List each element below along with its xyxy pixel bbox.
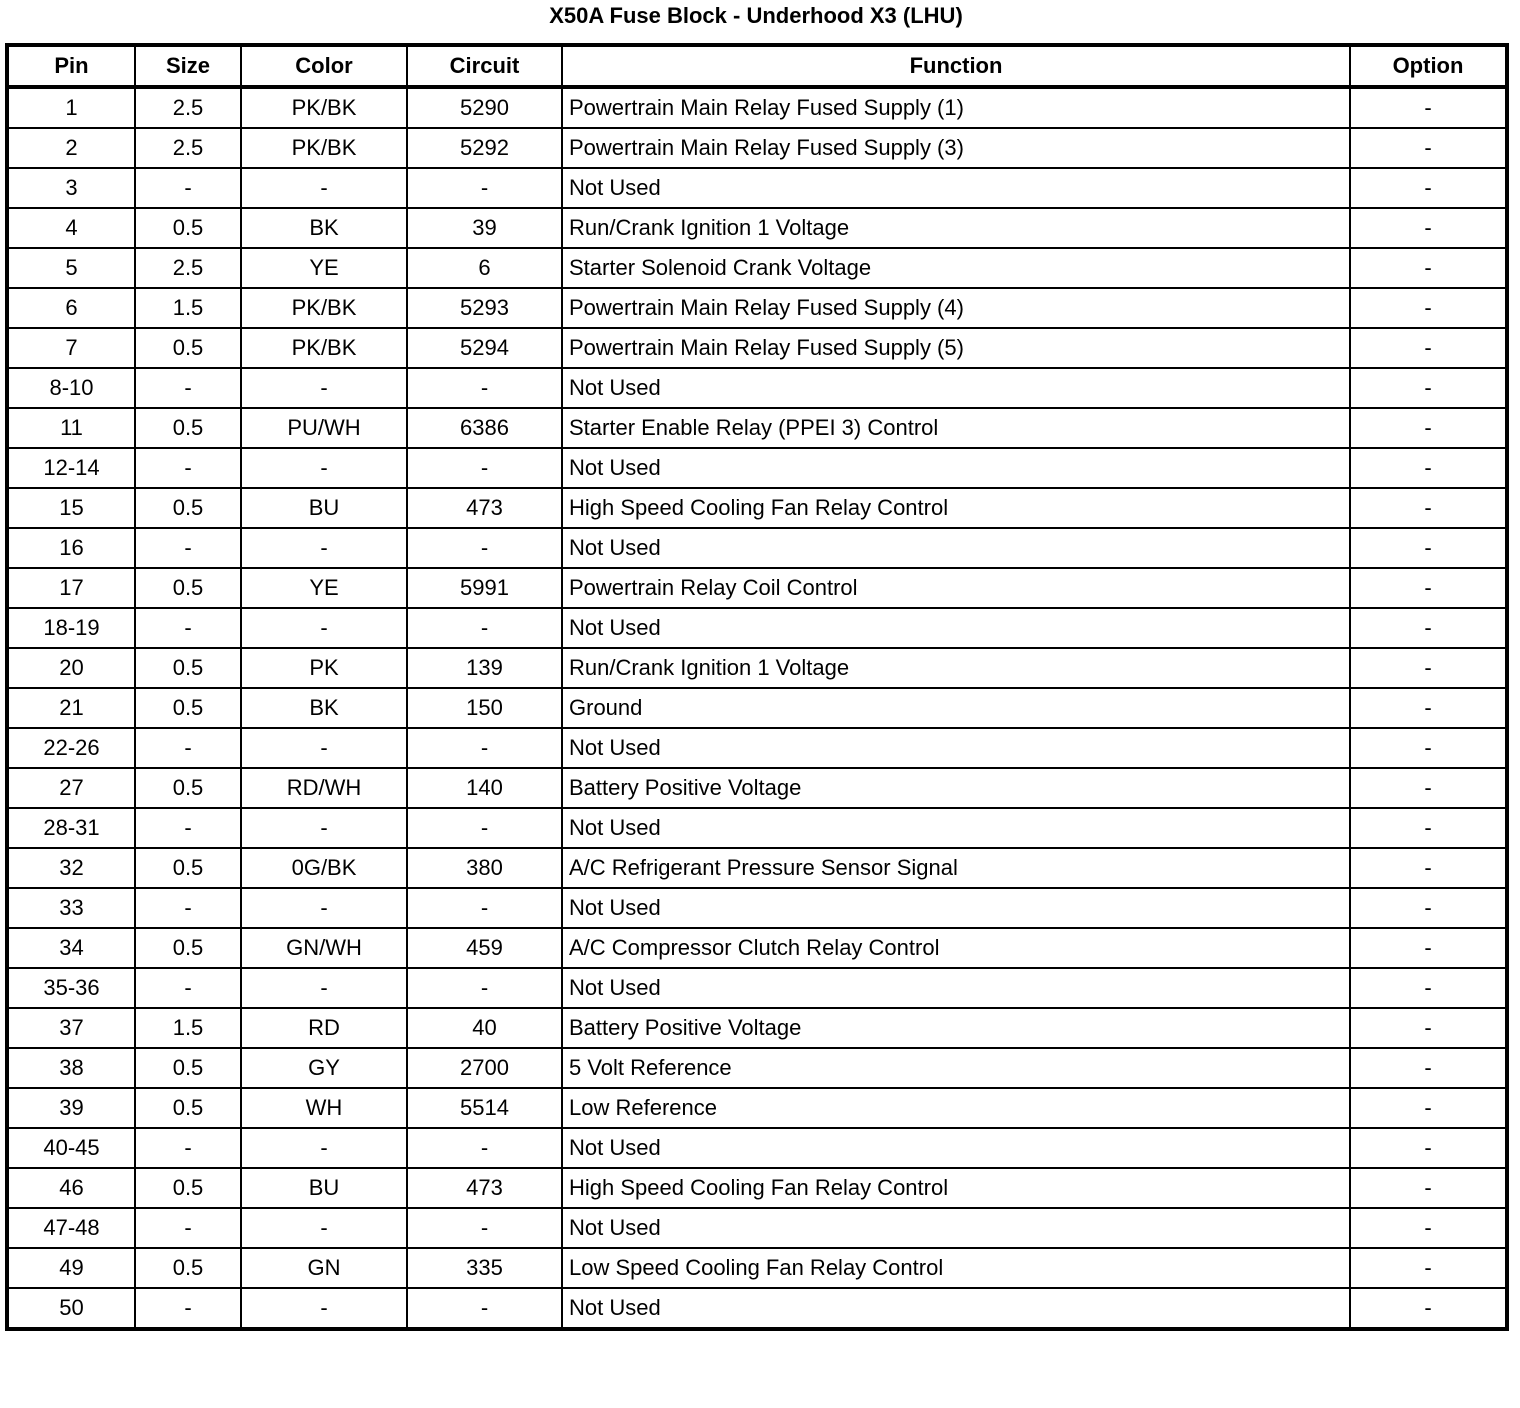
cell-size: - (135, 528, 241, 568)
cell-color: - (241, 808, 407, 848)
cell-color: BK (241, 208, 407, 248)
cell-color: GY (241, 1048, 407, 1088)
cell-pin: 18-19 (7, 608, 135, 648)
cell-pin: 46 (7, 1168, 135, 1208)
cell-pin: 2 (7, 128, 135, 168)
cell-size: - (135, 168, 241, 208)
cell-circuit: 5294 (407, 328, 562, 368)
cell-circuit: 473 (407, 488, 562, 528)
table-row (7, 1008, 1507, 1048)
cell-option: - (1350, 1128, 1507, 1168)
cell-circuit: 6386 (407, 408, 562, 448)
table-row (7, 1088, 1507, 1128)
cell-size: - (135, 1208, 241, 1248)
cell-size: 1.5 (135, 288, 241, 328)
cell-circuit: 40 (407, 1008, 562, 1048)
cell-function: Not Used (562, 728, 1350, 768)
cell-size: 0.5 (135, 848, 241, 888)
table-row (7, 848, 1507, 888)
table-row (7, 1248, 1507, 1288)
cell-color: - (241, 168, 407, 208)
table-row (7, 128, 1507, 168)
cell-function: Not Used (562, 888, 1350, 928)
cell-option: - (1350, 488, 1507, 528)
cell-size: 2.5 (135, 128, 241, 168)
cell-pin: 8-10 (7, 368, 135, 408)
cell-circuit: 139 (407, 648, 562, 688)
cell-option: - (1350, 1288, 1507, 1329)
cell-option: - (1350, 288, 1507, 328)
header-function: Function (562, 45, 1350, 87)
cell-circuit: 5292 (407, 128, 562, 168)
cell-color: BU (241, 488, 407, 528)
header-pin: Pin (7, 45, 135, 87)
cell-option: - (1350, 328, 1507, 368)
cell-pin: 3 (7, 168, 135, 208)
cell-circuit: - (407, 808, 562, 848)
cell-pin: 50 (7, 1288, 135, 1329)
cell-function: High Speed Cooling Fan Relay Control (562, 488, 1350, 528)
cell-pin: 6 (7, 288, 135, 328)
cell-pin: 38 (7, 1048, 135, 1088)
cell-size: 1.5 (135, 1008, 241, 1048)
cell-color: PK/BK (241, 87, 407, 128)
cell-size: 0.5 (135, 1248, 241, 1288)
cell-size: 0.5 (135, 1168, 241, 1208)
document-title: X50A Fuse Block - Underhood X3 (LHU) (549, 3, 963, 28)
cell-circuit: 5991 (407, 568, 562, 608)
cell-function: A/C Refrigerant Pressure Sensor Signal (562, 848, 1350, 888)
cell-option: - (1350, 928, 1507, 968)
cell-option: - (1350, 568, 1507, 608)
cell-option: - (1350, 848, 1507, 888)
cell-function: Not Used (562, 1128, 1350, 1168)
table-row (7, 768, 1507, 808)
table-row (7, 928, 1507, 968)
cell-color: RD (241, 1008, 407, 1048)
table-row (7, 888, 1507, 928)
cell-color: - (241, 728, 407, 768)
cell-circuit: 2700 (407, 1048, 562, 1088)
table-row (7, 448, 1507, 488)
cell-size: 0.5 (135, 568, 241, 608)
cell-size: - (135, 728, 241, 768)
cell-pin: 15 (7, 488, 135, 528)
cell-function: High Speed Cooling Fan Relay Control (562, 1168, 1350, 1208)
pin-table (5, 43, 1509, 1331)
table-row (7, 688, 1507, 728)
cell-function: A/C Compressor Clutch Relay Control (562, 928, 1350, 968)
cell-circuit: 5290 (407, 87, 562, 128)
table-row (7, 87, 1507, 128)
header-size: Size (135, 45, 241, 87)
table-row (7, 608, 1507, 648)
cell-color: PU/WH (241, 408, 407, 448)
header-circuit: Circuit (407, 45, 562, 87)
table-row (7, 528, 1507, 568)
cell-pin: 17 (7, 568, 135, 608)
cell-circuit: - (407, 1288, 562, 1329)
cell-circuit: 39 (407, 208, 562, 248)
table-row (7, 648, 1507, 688)
cell-option: - (1350, 1048, 1507, 1088)
cell-pin: 1 (7, 87, 135, 128)
cell-circuit: - (407, 728, 562, 768)
cell-option: - (1350, 888, 1507, 928)
cell-pin: 34 (7, 928, 135, 968)
cell-size: - (135, 608, 241, 648)
cell-circuit: 5293 (407, 288, 562, 328)
cell-function: Not Used (562, 1208, 1350, 1248)
cell-function: Run/Crank Ignition 1 Voltage (562, 648, 1350, 688)
header-color: Color (241, 45, 407, 87)
cell-size: - (135, 968, 241, 1008)
cell-pin: 20 (7, 648, 135, 688)
cell-color: - (241, 448, 407, 488)
cell-color: RD/WH (241, 768, 407, 808)
cell-option: - (1350, 528, 1507, 568)
cell-size: 0.5 (135, 928, 241, 968)
cell-option: - (1350, 408, 1507, 448)
cell-function: Starter Solenoid Crank Voltage (562, 248, 1350, 288)
cell-color: PK/BK (241, 328, 407, 368)
cell-option: - (1350, 368, 1507, 408)
cell-pin: 32 (7, 848, 135, 888)
cell-circuit: - (407, 368, 562, 408)
cell-size: 0.5 (135, 1048, 241, 1088)
cell-option: - (1350, 1008, 1507, 1048)
cell-function: Run/Crank Ignition 1 Voltage (562, 208, 1350, 248)
cell-pin: 27 (7, 768, 135, 808)
cell-function: Starter Enable Relay (PPEI 3) Control (562, 408, 1350, 448)
cell-size: 0.5 (135, 408, 241, 448)
cell-pin: 4 (7, 208, 135, 248)
cell-function: Powertrain Main Relay Fused Supply (1) (562, 87, 1350, 128)
cell-function: Not Used (562, 168, 1350, 208)
cell-pin: 21 (7, 688, 135, 728)
cell-option: - (1350, 688, 1507, 728)
cell-color: - (241, 1128, 407, 1168)
table-row (7, 1128, 1507, 1168)
cell-circuit: - (407, 1208, 562, 1248)
cell-color: YE (241, 568, 407, 608)
cell-function: 5 Volt Reference (562, 1048, 1350, 1088)
table-row (7, 408, 1507, 448)
cell-function: Powertrain Main Relay Fused Supply (5) (562, 328, 1350, 368)
cell-size: 0.5 (135, 208, 241, 248)
cell-option: - (1350, 1168, 1507, 1208)
cell-circuit: 459 (407, 928, 562, 968)
cell-circuit: 5514 (407, 1088, 562, 1128)
cell-color: BK (241, 688, 407, 728)
cell-pin: 12-14 (7, 448, 135, 488)
cell-option: - (1350, 1208, 1507, 1248)
cell-function: Not Used (562, 368, 1350, 408)
cell-color: - (241, 968, 407, 1008)
cell-pin: 22-26 (7, 728, 135, 768)
table-row (7, 208, 1507, 248)
table-row (7, 328, 1507, 368)
cell-color: PK (241, 648, 407, 688)
table-row (7, 1168, 1507, 1208)
cell-function: Powertrain Main Relay Fused Supply (3) (562, 128, 1350, 168)
cell-color: PK/BK (241, 128, 407, 168)
cell-circuit: 380 (407, 848, 562, 888)
cell-color: - (241, 1208, 407, 1248)
cell-option: - (1350, 128, 1507, 168)
cell-size: - (135, 368, 241, 408)
cell-circuit: 335 (407, 1248, 562, 1288)
cell-circuit: - (407, 968, 562, 1008)
header-option: Option (1350, 45, 1507, 87)
table-row (7, 568, 1507, 608)
cell-size: 0.5 (135, 688, 241, 728)
cell-function: Not Used (562, 808, 1350, 848)
cell-size: 0.5 (135, 328, 241, 368)
cell-pin: 39 (7, 1088, 135, 1128)
cell-color: 0G/BK (241, 848, 407, 888)
cell-function: Ground (562, 688, 1350, 728)
cell-circuit: - (407, 1128, 562, 1168)
cell-function: Battery Positive Voltage (562, 1008, 1350, 1048)
cell-pin: 35-36 (7, 968, 135, 1008)
cell-option: - (1350, 87, 1507, 128)
cell-pin: 37 (7, 1008, 135, 1048)
cell-size: 0.5 (135, 648, 241, 688)
cell-option: - (1350, 448, 1507, 488)
cell-option: - (1350, 1088, 1507, 1128)
cell-color: PK/BK (241, 288, 407, 328)
cell-pin: 5 (7, 248, 135, 288)
cell-size: 0.5 (135, 1088, 241, 1128)
cell-circuit: - (407, 168, 562, 208)
cell-circuit: 140 (407, 768, 562, 808)
table-row (7, 288, 1507, 328)
cell-color: YE (241, 248, 407, 288)
table-row (7, 248, 1507, 288)
cell-pin: 7 (7, 328, 135, 368)
table-row (7, 1048, 1507, 1088)
cell-pin: 49 (7, 1248, 135, 1288)
cell-color: WH (241, 1088, 407, 1128)
cell-size: 2.5 (135, 248, 241, 288)
cell-function: Not Used (562, 448, 1350, 488)
cell-color: GN/WH (241, 928, 407, 968)
cell-color: GN (241, 1248, 407, 1288)
table-row (7, 728, 1507, 768)
cell-function: Not Used (562, 528, 1350, 568)
cell-pin: 33 (7, 888, 135, 928)
cell-circuit: - (407, 528, 562, 568)
table-header-row (7, 45, 1507, 87)
cell-function: Powertrain Relay Coil Control (562, 568, 1350, 608)
cell-option: - (1350, 1248, 1507, 1288)
cell-function: Battery Positive Voltage (562, 768, 1350, 808)
cell-option: - (1350, 808, 1507, 848)
cell-size: - (135, 1128, 241, 1168)
cell-size: - (135, 1288, 241, 1329)
cell-circuit: - (407, 888, 562, 928)
cell-color: - (241, 368, 407, 408)
cell-size: - (135, 808, 241, 848)
cell-option: - (1350, 248, 1507, 288)
cell-size: 0.5 (135, 488, 241, 528)
cell-color: - (241, 1288, 407, 1329)
cell-option: - (1350, 168, 1507, 208)
cell-function: Not Used (562, 1288, 1350, 1329)
cell-function: Not Used (562, 968, 1350, 1008)
cell-circuit: - (407, 608, 562, 648)
table-row (7, 488, 1507, 528)
cell-size: - (135, 888, 241, 928)
table-row (7, 1208, 1507, 1248)
cell-color: - (241, 528, 407, 568)
cell-function: Low Reference (562, 1088, 1350, 1128)
cell-circuit: 473 (407, 1168, 562, 1208)
cell-option: - (1350, 208, 1507, 248)
table-body (7, 87, 1507, 1329)
cell-option: - (1350, 728, 1507, 768)
cell-color: - (241, 888, 407, 928)
table-row (7, 968, 1507, 1008)
cell-size: - (135, 448, 241, 488)
cell-size: 2.5 (135, 87, 241, 128)
cell-circuit: 6 (407, 248, 562, 288)
cell-function: Powertrain Main Relay Fused Supply (4) (562, 288, 1350, 328)
cell-circuit: - (407, 448, 562, 488)
cell-function: Not Used (562, 608, 1350, 648)
cell-circuit: 150 (407, 688, 562, 728)
cell-option: - (1350, 768, 1507, 808)
cell-size: 0.5 (135, 768, 241, 808)
cell-function: Low Speed Cooling Fan Relay Control (562, 1248, 1350, 1288)
table-row (7, 1288, 1507, 1329)
cell-pin: 16 (7, 528, 135, 568)
table-row (7, 168, 1507, 208)
table-row (7, 808, 1507, 848)
cell-pin: 47-48 (7, 1208, 135, 1248)
cell-color: - (241, 608, 407, 648)
table-row (7, 368, 1507, 408)
cell-pin: 28-31 (7, 808, 135, 848)
cell-option: - (1350, 968, 1507, 1008)
cell-option: - (1350, 648, 1507, 688)
cell-pin: 11 (7, 408, 135, 448)
cell-option: - (1350, 608, 1507, 648)
cell-color: BU (241, 1168, 407, 1208)
cell-pin: 40-45 (7, 1128, 135, 1168)
